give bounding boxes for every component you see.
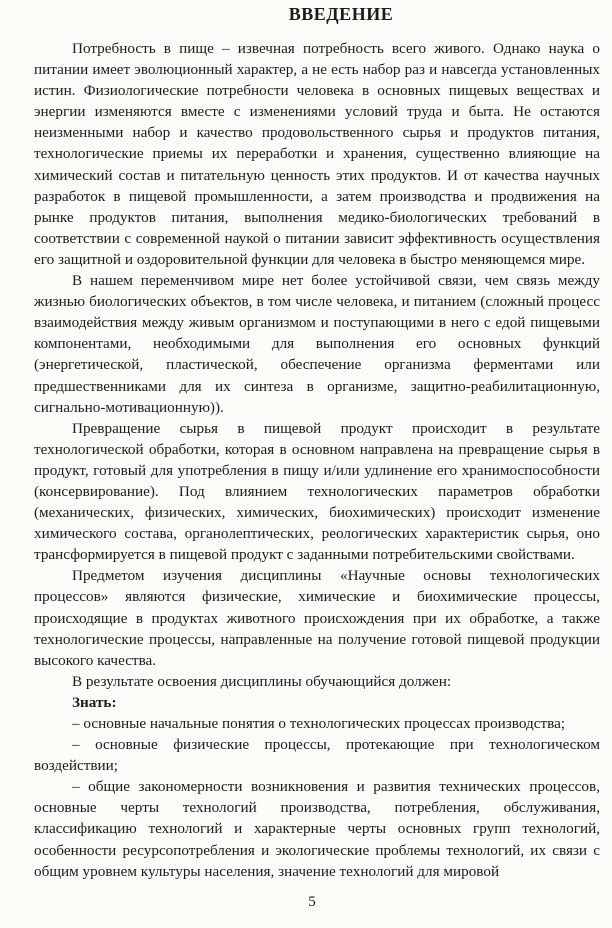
paragraph-intro: Потребность в пище – извечная потребность всего живого. Однако наука о питании имеет эволюционный характер, а не есть набор раз и навсегда установленных истин. Физиологические потребности человека в основных пищевых веществах и энергии изменяются вместе с изменениями условий труда и быта. Не остаются неизменными набор и качество продовольственного сырья и продуктов питания, технологические приемы их переработки и хранения, существенно влияющие на химический состав и питательную ценность этих продуктов. И от качества научных разработок в пищевой промышленности, а затем производства и продвижения на рынке продуктов питания, выполнения медико-биологических требований в соответствии с современной наукой о питании зависит эффективность осуществления его защитной и оздоровительной функции для человека в быстро меняющемся мире. [34,40,600,268]
paragraph-nutrition: В нашем переменчивом мире нет более устойчивой связи, чем связь между жизнью биологических объектов, в том числе человека, и питанием (сложный процесс взаимодействия между живым организмом и поступающими в него с едой пищевыми компонентами, необходимыми для выполнения его основных функций (энергетической, пластической, обеспечение организма ферментами или предшественниками для их синтеза в организме, защитно-реабилитационную, сигнально-мотивационную)). [34,272,600,416]
list-item: – основные начальные понятия о технологических процессах производства; [72,715,566,732]
paragraph-outcomes: В результате освоения дисциплины обучающийся должен: [72,672,452,690]
page-number: 5 [308,894,316,910]
paragraph-processing: Превращение сырья в пищевой продукт происходит в результате технологической обработки, которая в основном направлена на превращение сырья в продукт, готовый для употребления в пищу и/или удлинение его хранимоспособности (консервирование). Под влиянием технологических параметров обработки (механических, физических, химических, биохимических) происходит изменение химического состава, органолептических, реологических характеристик сырья, оно трансформируется в пищевой продукт с заданными потребительскими свойствами. [34,419,600,564]
paragraph-subject: Предметом изучения дисциплины «Научные основы технологических процессов» являются физические, химические и биохимические процессы, происходящие в продуктах животного происхождения при их обработке, а также технологические процессы, направленные на получение готовой пищевой продукции высокого качества. [34,567,600,669]
page-title: ВВЕДЕНИЕ [288,4,394,24]
know-label: Знать: [72,693,117,711]
list-item: – общие закономерности возникновения и развития технических процессов, основные черты технологий производства, потребления, обслуживания, классификацию технологий и характерные черты основных групп технологий, особенности ресурсопотребления и экологические проблемы технологий, их связи с общим уровнем культуры населения, значение технологий для мировой [34,778,600,880]
list-item: – основные физические процессы, протекающие при технологическом воздействии; [34,736,600,775]
